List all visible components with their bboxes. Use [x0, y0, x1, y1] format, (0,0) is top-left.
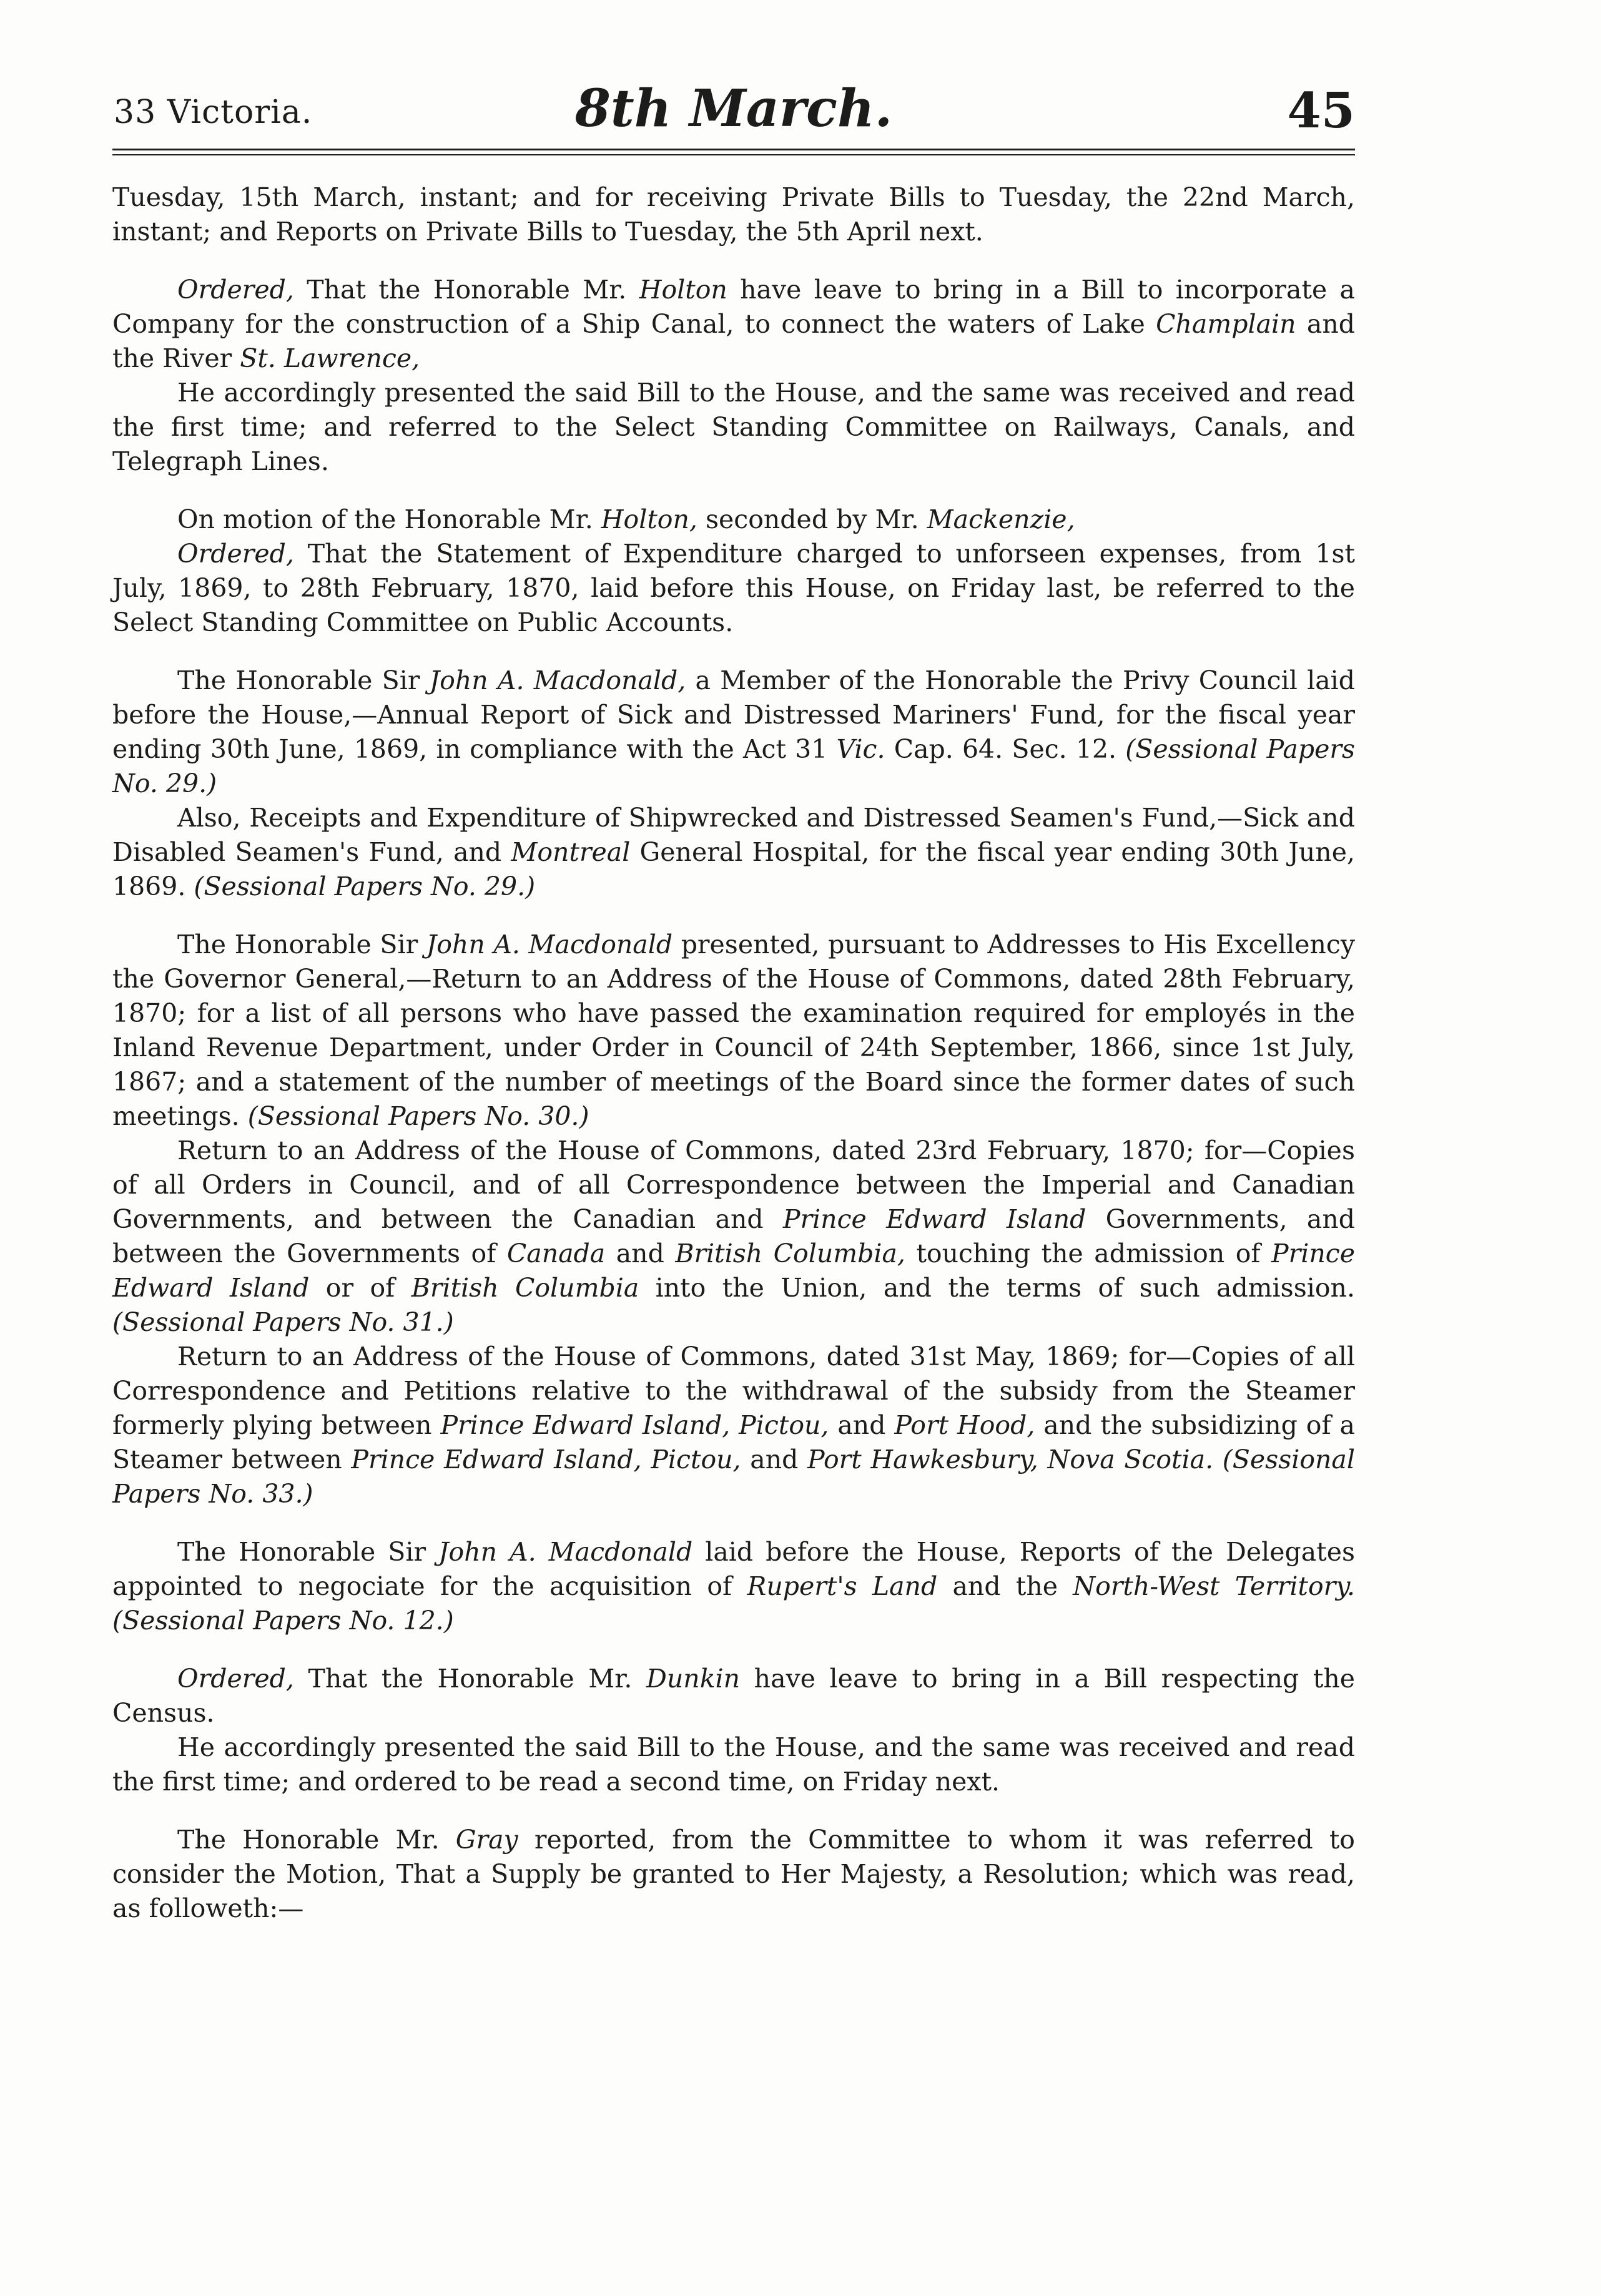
italic-text: British Columbia [411, 1273, 639, 1303]
text-run: reported, from the Committee to whom it was referred to consider the Motion, That a Supply be granted to Her Majesty, a Resolution; which was read, as followeth:— [112, 1825, 1355, 1923]
italic-text: North-West Territory. [1073, 1571, 1355, 1601]
text-run: and [741, 1445, 808, 1474]
journal-entry [112, 664, 1355, 904]
entry-paragraph [112, 928, 1355, 1134]
journal-entry [112, 180, 1355, 249]
entry-paragraph [112, 376, 1355, 479]
journal-entry [112, 1823, 1355, 1926]
text-run: That the Statement of Expenditure charged to unforseen expenses, from 1st July, 1869, to 28th February, 1870, laid before this House, on Friday last, be referred to the Select Standing Committee on Public Accounts. [112, 539, 1355, 637]
text-run: into the Union, and the terms of such admission. [639, 1273, 1355, 1303]
italic-text: British Columbia, [675, 1239, 905, 1268]
text-run: That the Honorable Mr. [293, 275, 639, 305]
journal-entry [112, 503, 1355, 640]
entry-paragraph [112, 1730, 1355, 1799]
text-run: and [829, 1410, 895, 1440]
text-run: have leave to bring in a Bill respecting the Census. [112, 1664, 1355, 1728]
italic-text: Port Hawkesbury, Nova Scotia. [807, 1445, 1214, 1474]
entry-paragraph [112, 1535, 1355, 1638]
text-run: or of [309, 1273, 411, 1303]
text-run: The Honorable Sir [177, 930, 426, 959]
text-run: Return to an Address of the House of Commons, dated 31st May, 1869; for—Copies of all Correspondence and Petitions relative to the withdrawal of the subsidy from the Steamer formerly plying between [112, 1342, 1355, 1440]
journal-entry [112, 928, 1355, 1511]
italic-text: John A. Macdonald, [429, 665, 686, 695]
italic-text: Ordered, [177, 539, 294, 569]
text-run: That the Honorable Mr. [293, 1664, 647, 1694]
entry-paragraph [112, 664, 1355, 801]
italic-text: Prince Edward Island, Pictou, [351, 1445, 741, 1474]
italic-text: St. Lawrence, [240, 343, 420, 373]
italic-text: (Sessional Papers No. 33.) [112, 1445, 1355, 1509]
italic-text: Ordered, [177, 275, 294, 305]
entry-paragraph [112, 1823, 1355, 1926]
journal-entry [112, 273, 1355, 479]
entry-paragraph [112, 537, 1355, 640]
text-run: seconded by Mr. [697, 504, 927, 534]
text-run: laid before the House, Reports of the Delegates appointed to negociate for the acquisition of [112, 1537, 1356, 1601]
text-run: and [605, 1239, 676, 1268]
text-run: touching the admission of [905, 1239, 1272, 1268]
text-run: Cap. 64. Sec. 12. [885, 734, 1126, 764]
text-run: presented, pursuant to Addresses to His Excellency the Governor General,—Return to an Address of the House of Commons, dated 28th February, 1870; for a list of all persons who have passed the examination required for employés in the Inland Revenue Department, under Order in Council of 24th September, 1866, since 1st July, 1867; and a statement of the number of meetings of the Board since the former dates of such meetings. [112, 930, 1355, 1131]
text-run: and the subsidizing of a Steamer between [112, 1410, 1355, 1474]
entry-paragraph [112, 273, 1355, 376]
italic-text: Canada [506, 1239, 606, 1268]
italic-text: Port Hood, [894, 1410, 1035, 1440]
italic-text: Prince Edward Island [112, 1239, 1355, 1303]
italic-text: (Sessional Papers No. 29.) [194, 871, 536, 901]
text-run: and the [937, 1571, 1073, 1601]
text-run: He accordingly presented the said Bill to the House, and the same was received and read the first time; and ordered to be read a second time, on Friday next. [112, 1732, 1355, 1797]
italic-text: Vic. [836, 734, 885, 764]
italic-text: (Sessional Papers No. 30.) [247, 1101, 589, 1131]
italic-text: John A. Macdonald [426, 930, 673, 959]
text-run: On motion of the Honorable Mr. [177, 504, 601, 534]
header-rule [112, 149, 1355, 155]
entry-paragraph [112, 801, 1355, 904]
regnal-year: 33 Victoria. [114, 94, 313, 131]
italic-text: Champlain [1156, 309, 1296, 339]
page-header [112, 69, 1355, 144]
text-run: The Honorable Sir [177, 665, 430, 695]
italic-text: Prince Edward Island [782, 1204, 1086, 1234]
page-number: 45 [1287, 82, 1355, 139]
entry-paragraph [112, 1340, 1355, 1511]
italic-text: Ordered, [177, 1664, 294, 1694]
text-run: Tuesday, 15th March, instant; and for receiving Private Bills to Tuesday, the 22nd March, instant; and Reports on Private Bills to Tuesday, the 5th April next. [112, 182, 1355, 247]
journal-body [112, 180, 1355, 1926]
italic-text: (Sessional Papers No. 31.) [112, 1307, 454, 1337]
text-run: General Hospital, for the fiscal year ending 30th June, 1869. [112, 837, 1356, 901]
journal-entry [112, 1535, 1355, 1638]
entry-paragraph [112, 1134, 1355, 1340]
text-run: Also, Receipts and Expenditure of Shipwrecked and Distressed Seamen's Fund,—Sick and Disabled Seamen's Fund, and [112, 803, 1355, 867]
entry-paragraph [112, 180, 1355, 249]
text-run: Governments, and between the Governments of [112, 1204, 1355, 1268]
italic-text: Rupert's Land [747, 1571, 938, 1601]
italic-text: Prince Edward Island, Pictou, [440, 1410, 829, 1440]
text-run: Return to an Address of the House of Commons, dated 23rd February, 1870; for—Copies of all Orders in Council, and of all Correspondence between the Imperial and Canadian Governments, and between the Canadian and [112, 1136, 1355, 1234]
italic-text: Holton [639, 275, 727, 305]
text-run: have leave to bring in a Bill to incorporate a Company for the construction of a Ship Canal, to connect the waters of Lake [112, 275, 1355, 339]
italic-text: Dunkin [646, 1664, 741, 1694]
journal-page [112, 69, 1355, 1950]
text-run: He accordingly presented the said Bill to the House, and the same was received and read the first time; and referred to the Select Standing Committee on Railways, Canals, and Telegraph Lines. [112, 378, 1355, 476]
entry-paragraph [112, 1662, 1355, 1730]
page-date-title: 8th March. [574, 79, 893, 139]
text-run: a Member of the Honorable the Privy Council laid before the House,—Annual Report of Sick and Distressed Mariners' Fund, for the fiscal year ending 30th June, 1869, in compliance with the Act 31 [112, 665, 1356, 764]
text-run: The Honorable Mr. [177, 1825, 456, 1855]
italic-text: (Sessional Papers No. 12.) [112, 1606, 454, 1636]
journal-entry [112, 1662, 1355, 1799]
italic-text: Montreal [511, 837, 631, 867]
text-run: and the River [112, 309, 1355, 373]
italic-text: Holton, [601, 504, 697, 534]
text-run: The Honorable Sir [177, 1537, 439, 1567]
italic-text: Mackenzie, [927, 504, 1075, 534]
entry-paragraph [112, 503, 1355, 537]
text-run [1213, 1445, 1223, 1474]
italic-text: Gray [455, 1825, 518, 1855]
italic-text: John A. Macdonald [438, 1537, 693, 1567]
italic-text: (Sessional Papers No. 29.) [112, 734, 1355, 798]
